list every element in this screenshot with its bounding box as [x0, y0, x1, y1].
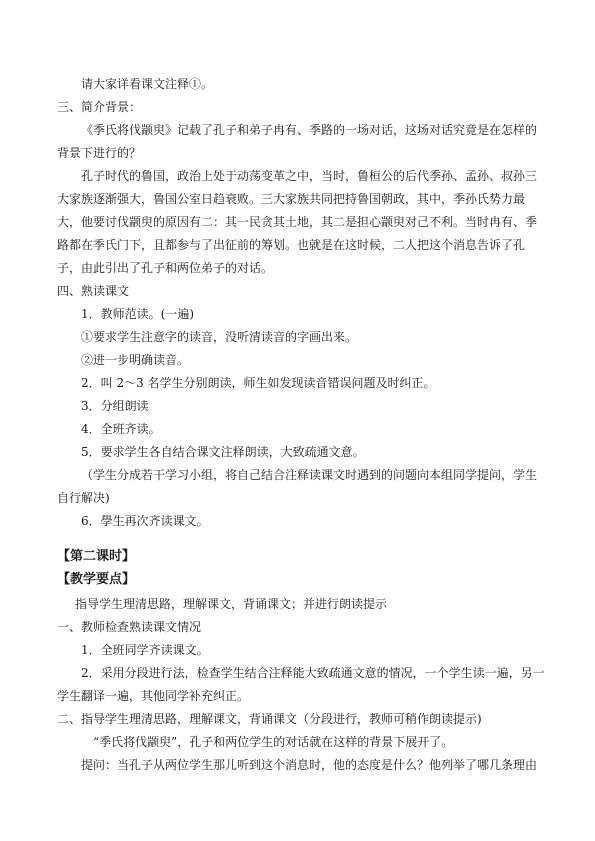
section-heading: 二、指导学生理清思路，理解课文，背诵课文（分段进行，教师可稍作朗读提示) — [57, 712, 482, 726]
text-line: 路都在季氏门下，且都参与了出征前的筹划。也就是在这时候，二人把这个消息告诉了孔 — [57, 238, 526, 252]
text-line: 请大家详看课文注释①。 — [81, 77, 214, 91]
text-line: 子，由此引出了孔子和两位弟子的对话。 — [57, 261, 274, 275]
list-item: 4．全班齐读。 — [81, 422, 161, 436]
text-line: 学生翻译一遍，其他同学补充纠正。 — [57, 689, 250, 703]
text-line: 孔子时代的鲁国，政治上处于动荡变革之中，当时，鲁桓公的后代季孙、孟孙、叔孙三 — [81, 169, 538, 183]
text-line: 《季氏将伐颛臾》记载了孔子和弟子冉有、季路的一场对话，这场对话究竟是在怎样的 — [81, 123, 538, 137]
list-item: 6．學生再次齐读课文。 — [81, 514, 209, 528]
text-line: 大家族逐渐强大，鲁国公室日趋衰败。三大家族共同把持鲁国朝政，其中，季孙氏势力最 — [57, 192, 526, 206]
section-heading: 三、简介背景： — [57, 100, 142, 114]
section-heading: 四、熟读课文 — [57, 284, 130, 298]
list-item: 2．采用分段进行法，检查学生结合注释能大致疏通文意的情况，一个学生读一遍，另一 — [81, 666, 545, 680]
text-line: “季氏将伐颛臾”，孔子和两位学生的对话就在这样的背景下展开了。 — [93, 735, 454, 749]
text-line: 背景下进行的？ — [57, 146, 142, 160]
list-item: 1．教师范读。(一遍) — [81, 307, 194, 321]
lesson-heading: 【第二课时】 — [57, 549, 136, 564]
text-line: 提问：当孔子从两位学生那儿听到这个消息时，他的态度是什么？他列举了哪几条理由 — [81, 758, 538, 772]
list-item: ①要求学生注意字的读音，没听清读音的字画出来。 — [81, 330, 358, 344]
key-points-heading: 【教学要点】 — [57, 572, 136, 587]
section-heading: 一、教师检查熟读课文情况 — [57, 620, 202, 634]
text-line: 大，他要讨伐颛臾的原因有二：其一民贪其土地，其二是担心颛臾对己不利。当时冉有、季 — [57, 215, 538, 229]
text-line: （学生分成若干学习小组，将自己结合注释读课文时遇到的问题向本组同学提问，学生 — [81, 468, 538, 482]
list-item: ②进一步明确读音。 — [81, 353, 190, 367]
list-item: 1．全班同学齐读课文。 — [81, 643, 209, 657]
list-item: 5．要求学生各自结合课文注释朗读，大致疏通文意。 — [81, 445, 365, 459]
list-item: 2．叫 2～3 名学生分别朗读，师生如发现读音错误问题及时纠正。 — [81, 376, 436, 390]
list-item: 3．分组朗读 — [81, 399, 149, 413]
text-line: 自行解决) — [57, 491, 110, 505]
text-line: 指导学生理清思路，理解课文，背诵课文；并进行朗读提示 — [75, 597, 388, 611]
